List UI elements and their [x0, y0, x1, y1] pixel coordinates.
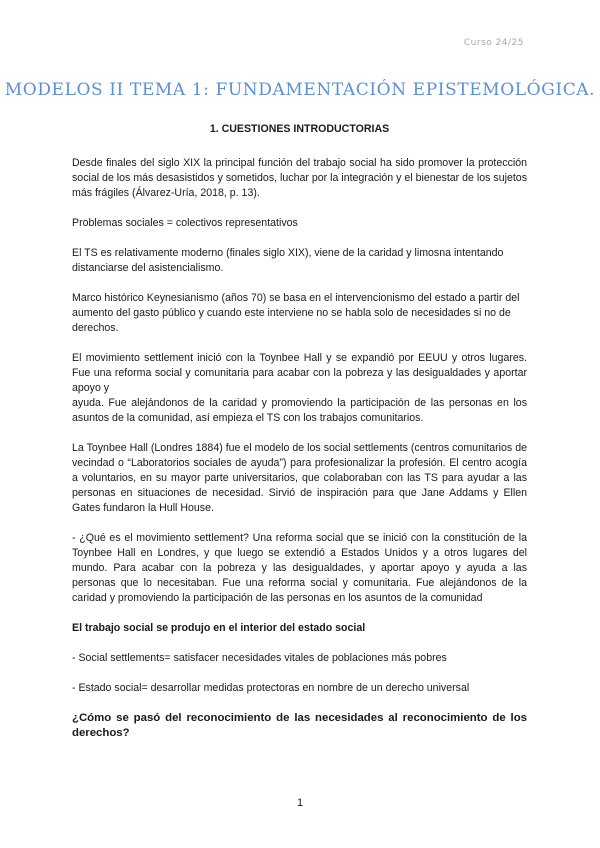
- paragraph-origins: Desde finales del siglo XIX la principal función del trabajo social ha sido promover la protección social de los más desasistidos y sometidos, luchar por la integración y el bienestar de los sujetos más frágiles (Álvarez-Uría, 2018, p. 13).: [72, 157, 527, 199]
- paragraph-ts-modern: El TS es relativamente moderno (finales siglo XIX), viene de la caridad y limosna intentando distanciarse del asistencialismo.: [72, 247, 504, 274]
- paragraph-keynesianism: Marco histórico Keynesianismo (años 70) se basa en el intervencionismo del estado a partir del aumento del gasto público y cuando este interviene no se habla solo de necesidades si no de derechos.: [72, 292, 520, 334]
- paragraph-social-state: - Estado social= desarrollar medidas protectoras en nombre de un derecho universal: [72, 682, 470, 694]
- paragraph-social-settlements: - Social settlements= satisfacer necesidades vitales de poblaciones más pobres: [72, 652, 447, 664]
- paragraph-settlement-question: - ¿Qué es el movimiento settlement? Una reforma social que se inició con la constitución de la Toynbee Hall en Londres, y que luego se extendió a Estados Unidos y a otros lugares del mundo. Para acabar con la pobreza y las desigualdades, y aportar apoyo y ayuda a las personas que lo necesitaban. Fue una reforma social y comunitaria. Fue alejándonos de la caridad y promoviendo la participación de las personas en los asuntos de la comunidad: [72, 532, 527, 604]
- course-year-note: Curso 24/25: [463, 38, 524, 48]
- page-number: 1: [296, 797, 304, 809]
- paragraph-settlement-b: ayuda. Fue alejándonos de la caridad y promoviendo la participación de las personas en los asuntos de la comunidad, así empieza el TS con los trabajos comunitarios.: [72, 397, 527, 424]
- document-title: MODELOS II TEMA 1: FUNDAMENTACIÓN EPISTEMOLÓGICA.: [4, 80, 596, 100]
- paragraph-toynbee-hall: La Toynbee Hall (Londres 1884) fue el modelo de los social settlements (centros comunitarios de vecindad o “Laboratorios sociales de ayuda”) para profesionalizar la profesión. El centro acogía a voluntarios, en su mayor parte universitarios, que colaboraban con las TS para ayudar a las personas en situaciones de necesidad. Sirvió de inspiración para que Jane Addams y Ellen Gates fundaron la Hull House.: [72, 442, 527, 514]
- document-body: [72, 122, 527, 741]
- bold-subheading: El trabajo social se produjo en el interior del estado social: [72, 622, 366, 634]
- paragraph-settlement-a: El movimiento settlement inició con la Toynbee Hall y se expandió por EEUU y otros lugares. Fue una reforma social y comunitaria para acabar con la pobreza y las desigualdades y aportar apoyo y: [72, 352, 527, 394]
- question-heading: ¿Cómo se pasó del reconocimiento de las necesidades al reconocimiento de los derechos?: [72, 712, 527, 739]
- paragraph-social-problems: Problemas sociales = colectivos representativos: [72, 217, 298, 229]
- section-heading: 1. CUESTIONES INTRODUCTORIAS: [209, 123, 390, 135]
